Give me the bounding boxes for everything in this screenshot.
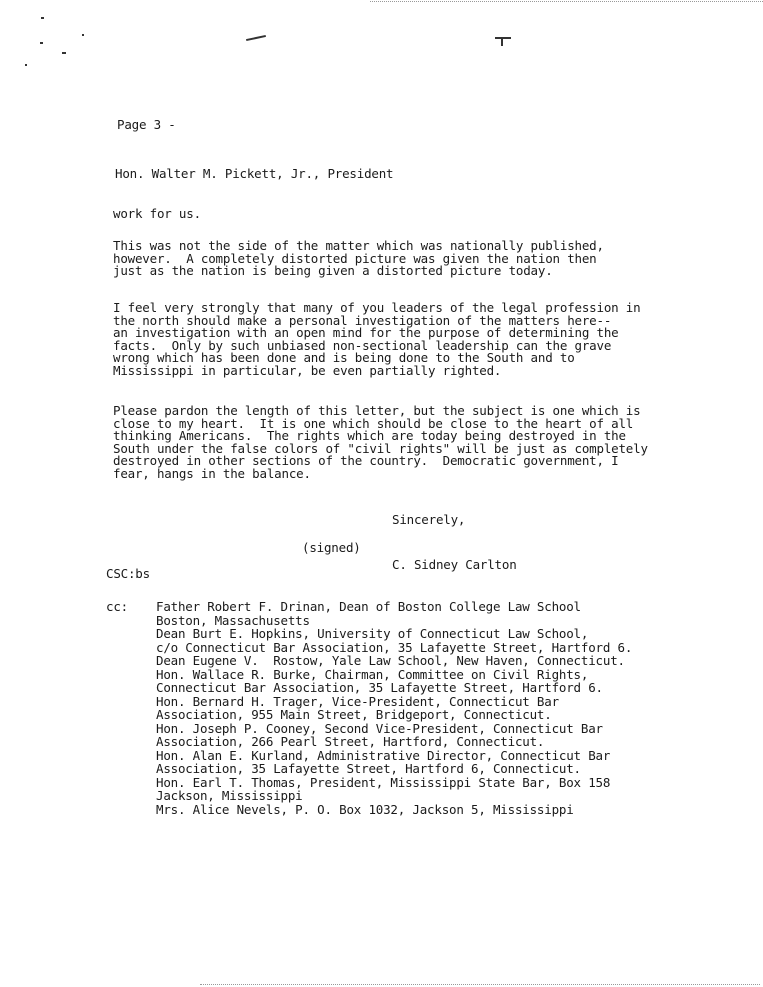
scan-edge-bottom bbox=[200, 984, 760, 985]
typist-initials: CSC:bs bbox=[106, 566, 150, 581]
cc-line: Connecticut Bar Association, 35 Lafayette Street, Hartford 6. bbox=[156, 680, 603, 695]
scan-speck bbox=[25, 64, 27, 66]
scan-speck bbox=[40, 42, 43, 44]
cc-line: Dean Burt E. Hopkins, University of Connecticut Law School, bbox=[156, 626, 589, 641]
cc-line: Association, 955 Main Street, Bridgeport, Connecticut. bbox=[156, 707, 552, 722]
page-number: Page 3 - bbox=[117, 117, 176, 132]
closing: Sincerely, bbox=[392, 512, 466, 527]
cc-line: Hon. Bernard H. Trager, Vice-President, Connecticut Bar bbox=[156, 693, 559, 709]
paragraph-1: work for us. bbox=[113, 206, 201, 221]
cc-line: Mrs. Alice Nevels, P. O. Box 1032, Jackson 5, Mississippi bbox=[156, 801, 574, 817]
scan-edge-top bbox=[370, 1, 763, 2]
signer-name: C. Sidney Carlton bbox=[392, 557, 517, 572]
cc-line: Association, 35 Lafayette Street, Hartford 6, Connecticut. bbox=[156, 761, 581, 776]
cc-list bbox=[156, 600, 632, 816]
scan-speck bbox=[82, 34, 84, 36]
cc-label: cc: bbox=[106, 599, 128, 614]
paragraph-4: Please pardon the length of this letter, but the subject is one which is close to my heart. It is one which should be close to the heart of all thinking Americans. The rights which are today being destroyed in the South under the false colors of "civil rights" will be just as completely destroyed in other sections of the country. Democratic government, I fear, hangs in the balance. bbox=[113, 403, 648, 481]
cc-line: Boston, Massachusetts bbox=[156, 612, 310, 628]
scan-speck bbox=[62, 52, 66, 54]
cc-line: Father Robert F. Drinan, Dean of Boston College Law School bbox=[156, 599, 581, 614]
cc-line: Dean Eugene V. Rostow, Yale Law School, New Haven, Connecticut. bbox=[156, 653, 625, 668]
cc-line: c/o Connecticut Bar Association, 35 Lafayette Street, Hartford 6. bbox=[156, 639, 633, 655]
cc-line: Association, 266 Pearl Street, Hartford, Connecticut. bbox=[156, 734, 545, 749]
cc-line: Hon. Joseph P. Cooney, Second Vice-President, Connecticut Bar bbox=[156, 720, 603, 736]
scan-mark-left bbox=[246, 35, 266, 41]
signed-note: (signed) bbox=[302, 540, 361, 555]
cc-line: Hon. Earl T. Thomas, President, Mississippi State Bar, Box 158 bbox=[156, 774, 611, 790]
scan-mark-right bbox=[495, 37, 511, 39]
cc-line: Jackson, Mississippi bbox=[156, 788, 303, 803]
scan-speck bbox=[41, 17, 44, 19]
paragraph-2: This was not the side of the matter which was nationally published, however. A completely distorted picture was given the nation then just as the nation is being given a distorted picture today. bbox=[113, 238, 604, 278]
cc-line: Hon. Wallace R. Burke, Chairman, Committee on Civil Rights, bbox=[156, 666, 589, 682]
addressee-line: Hon. Walter M. Pickett, Jr., President bbox=[115, 166, 394, 181]
cc-line: Hon. Alan E. Kurland, Administrative Director, Connecticut Bar bbox=[156, 747, 611, 763]
paragraph-3: I feel very strongly that many of you leaders of the legal profession in the north should make a personal investigation of the matters here-- an investigation with an open mind for the purpose of determining the facts. Only by such unbiased non-sectional leadership can the grave wrong which has been done and is being done to the South and to Mississippi in particular, be even partially righted. bbox=[113, 300, 641, 378]
scan-mark-right-stem bbox=[501, 38, 503, 46]
